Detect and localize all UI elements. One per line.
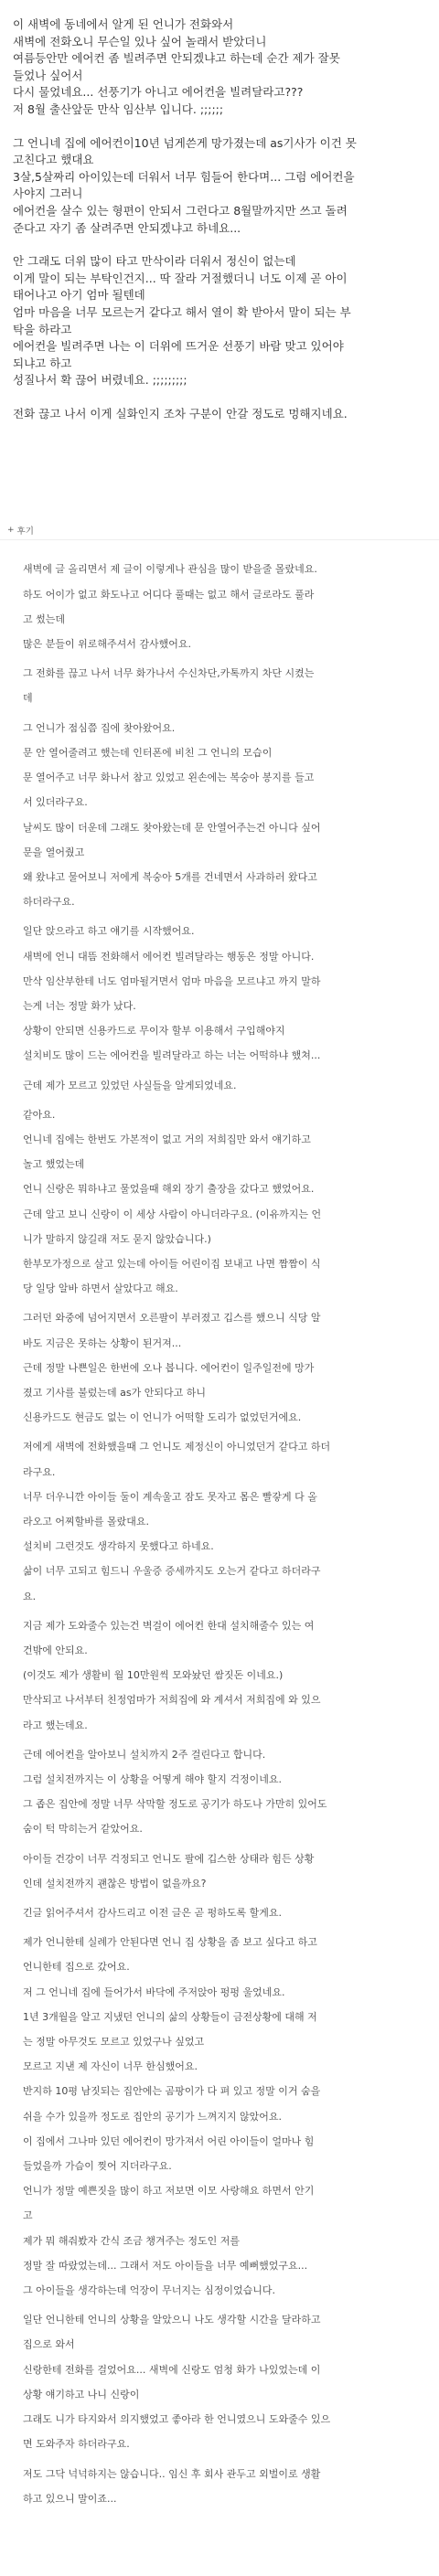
text-line: 아이들 건강이 너무 걱정되고 언니도 팔에 깁스한 상태라 힘든 상황 [23,1852,315,1865]
text-line: 새벽에 언니 대뜸 전화해서 에어컨 빌려달라는 행동은 정말 아니다. [23,950,315,963]
text-line: 데 [23,692,33,705]
text-line: 문 안 열어줄려고 했는데 인터폰에 비친 그 언니의 모습이 [23,746,273,759]
bullet-icon: + [7,526,15,536]
text-line: 3살,5살짜리 아이있는데 더워서 너무 힘들어 한다며... 그럼 에어컨을 [13,169,355,184]
text-line: 이 집에서 그나마 있던 에어컨이 망가져서 어린 아이들이 얼마나 힘 [23,2134,315,2147]
paragraph [13,135,426,238]
text-line: 근데 정말 나쁜일은 한번에 오나 봅니다. 에어컨이 일주일전에 망가 [23,1361,315,1374]
text-line: 근데 제가 모르고 있었던 사실들을 알게되었네요. [23,1079,237,1091]
text-line: 긴글 읽어주셔서 감사드리고 이전 글은 곧 펑하도록 할게요. [23,1907,282,1920]
paragraph [23,924,426,1063]
original-post [0,0,439,422]
text-line: 놀고 했었는데 [23,1158,85,1171]
paragraph [23,562,426,652]
text-line: 바도 지금은 못하는 상황이 된거져... [23,1336,182,1349]
paragraph [13,253,426,389]
text-line: 고 썼는데 [23,612,66,625]
text-line: 그래도 니가 타지와서 의지했었고 좋아라 한 언니였으니 도와줄수 있으 [23,2413,331,2426]
text-line: 여름등안만 에어컨 좀 빌려주면 안되겠냐고 하는데 순간 제가 잘못 [13,51,340,66]
text-line: 면 도와주자 하더라구요. [23,2438,130,2451]
text-line: 1년 3개월을 알고 지냈던 언니의 삶의 상황들이 금전상황에 대해 저 [23,2010,317,2023]
paragraph [23,1440,426,1603]
post-divider-space [0,422,439,521]
update-label: 후기 [16,527,34,538]
update-header [0,521,439,540]
paragraph [23,1748,426,1837]
text-line: 지금 제가 도와줄수 있는건 벽걸이 에어컨 한대 설치해줄수 있는 여 [23,1619,315,1632]
paragraph [23,666,426,706]
paragraph [13,16,426,119]
text-line: 제가 뭐 해줘봤자 간식 조금 챙겨주는 정도인 저를 [23,2234,240,2247]
text-line: 저 8월 출산앞둔 만삭 임산부 입니다. ;;;;;; [13,101,224,116]
text-line: 준다고 자기 좀 살려주면 안되겠냐고 하네요... [13,220,241,235]
text-line: 고 [23,2209,33,2222]
text-line: 졌고 기사를 불렀는데 as가 안되다고 하니 [23,1386,206,1399]
text-line: 한부모가정으로 살고 있는데 아이들 어린이집 보내고 나면 짬짬이 식 [23,1257,321,1270]
text-line: 언니 신랑은 뭐하냐고 물었을때 해외 장기 출장을 갔다고 했었어요. [23,1183,315,1196]
text-line: 그 언니네 집에 에어컨이10년 넘게쓴게 망가졌는데 as기사가 이건 못 [13,135,357,150]
text-line: 만삭 임산부한테 너도 엄마될거면서 엄마 마음을 모르냐고 까지 말하 [23,974,321,987]
text-line: 제가 언니한테 실례가 안된다면 언니 집 상황을 좀 보고 싶다고 하고 [23,1936,317,1949]
text-line: 숨이 턱 막히는거 같았어요. [23,1823,143,1836]
text-line: 만삭되고 나서부터 친정엄마가 저희집에 와 계셔서 저희집에 와 있으 [23,1694,321,1707]
paragraph [23,2313,426,2452]
update-post [0,562,439,2506]
text-line: 성질나서 확 끊어 버렸네요. ;;;;;;;;; [13,373,187,388]
text-line: 사야지 그러니 [13,186,83,201]
text-line: 쉬을 수가 있을까 정도로 집안의 공기가 느껴지지 않았어요. [23,2110,282,2123]
text-line: 그럼 설치전까지는 이 상황을 어떻게 해야 할지 걱정이네요. [23,1773,282,1786]
text-line: 그 좁은 집안에 정말 너무 삭막할 정도로 공기가 하도나 가만히 있어도 [23,1798,327,1811]
text-line: 상황이 안되면 신용카드로 무이자 할부 이용해서 구입해야지 [23,1025,285,1038]
text-line: 서 있더라구요. [23,796,88,809]
text-line: 문 열어주고 너무 화나서 참고 있었고 왼손에는 복숭아 봉지를 들고 [23,772,315,784]
text-line: 되냐고 하고 [13,356,72,370]
text-line: 하고 있으니 말이죠... [23,2492,117,2505]
text-line: 들었나 싶어서 [13,68,83,82]
text-line: 언니한테 집으로 갔어요. [23,1961,130,1974]
text-line: 새벽에 전화오니 무슨일 있나 싶어 놀래서 받았더니 [13,34,267,48]
text-line: 건밖에 안되요. [23,1645,88,1656]
text-line: 들었을까 가슴이 찢어 지더라구요. [23,2160,172,2173]
text-line: 안 그래도 더위 많이 타고 만삭이라 더워서 정신이 없는데 [13,254,296,269]
text-line: 태어나고 아기 엄마 될텐데 [13,288,145,303]
text-line: 설치비도 많이 드는 에어컨을 빌려달라고 하는 너는 어떡하냐 했쳐... [23,1049,321,1062]
text-line: 언니네 집에는 한번도 가본적이 없고 거의 저희집만 와서 얘기하고 [23,1133,311,1145]
text-line: 같아요. [23,1108,56,1121]
paragraph [13,406,426,423]
text-line: 근데 알고 보니 신랑이 이 세상 사람이 아니더라구요. (이유까지는 언 [23,1208,322,1220]
text-line: 일단 앉으라고 하고 얘기를 시작했어요. [23,925,195,938]
text-line: 왜 왔냐고 물어보니 저에게 복숭아 5개를 건네면서 사과하러 왔다고 [23,870,317,883]
paragraph [23,721,426,910]
text-line: 언니가 정말 예쁜짓을 많이 하고 저보면 이모 사랑해요 하면서 안기 [23,2185,315,2198]
text-line: 하더라구요. [23,896,75,909]
text-line: 신랑한테 전화를 걸었어요... 새벽에 신랑도 엄청 화가 나있었는데 이 [23,2363,321,2376]
text-line: 그 아이들을 생각하는데 억장이 무너지는 심정이었습니다. [23,2284,276,2297]
text-line: 라고 했는데요. [23,1719,88,1731]
text-line: 상황 얘기하고 나니 신랑이 [23,2388,140,2400]
text-line: 탁을 하라고 [13,322,72,336]
text-line: 고친다고 했대요 [13,153,94,167]
text-line: 모르고 지낸 제 자신이 너무 한심했어요. [23,2060,198,2073]
text-line: 그 언니가 점심쯤 집에 찾아왔어요. [23,721,176,734]
text-line: 반지하 10평 남짓되는 집안에는 곰팡이가 다 펴 있고 정말 이거 숨을 [23,2085,321,2098]
text-line: 하도 어이가 없고 화도나고 어디다 풀때는 없고 해서 글로라도 풀라 [23,588,315,601]
text-line: 인데 설치전까지 괜찮은 방법이 없을까요? [23,1877,207,1889]
text-line: 당 일당 알바 하면서 살았다고 해요. [23,1283,178,1295]
paragraph [23,1935,426,2298]
text-line: 새벽에 글 올리면서 제 글이 이렇게나 관심을 많이 받을줄 몰랐네요. [23,563,317,576]
paragraph [23,1108,426,1297]
text-line: 그 전화를 끊고 나서 너무 화가나서 수신차단,카톡까지 차단 시켰는 [23,667,315,680]
text-line: 그러던 와중에 넘어지면서 오른팔이 부러졌고 깁스를 했으니 식당 알 [23,1312,321,1325]
text-line: 저도 그닥 넉넉하지는 않습니다.. 임신 후 회사 관두고 외벌이로 생활 [23,2467,321,2480]
paragraph [23,1906,426,1921]
paragraph [23,1311,426,1425]
text-line: 근데 에어컨을 알아보니 설치까지 2주 걸린다고 합니다. [23,1748,266,1761]
text-line: 엄마 마음을 너무 모르는거 같다고 해서 열이 확 받아서 말이 되는 부 [13,304,351,319]
text-line: 다시 물었네요... 선풍기가 아니고 에어컨을 빌려달라고??? [13,85,304,100]
paragraph [23,1619,426,1733]
text-line: 니가 말하지 않길래 저도 묻지 않았습니다.) [23,1232,211,1245]
text-line: 에어컨을 빌려주면 나는 이 더위에 뜨거운 선풍기 바람 맞고 있어야 [13,339,344,354]
text-line: 신용카드도 현금도 없는 이 언니가 어떡할 도리가 없었던거에요. [23,1411,302,1424]
text-line: 날씨도 많이 더운데 그래도 찾아왔는데 문 안열어주는건 아니다 싶어 [23,821,321,834]
text-line: 정말 잘 따랐었는데... 그래서 저도 아이들을 너무 예뻐했었구요... [23,2259,308,2272]
text-line: 일단 언니한테 언니의 상황을 알았으니 나도 생각할 시간을 달라하고 [23,2314,321,2326]
paragraph [23,1852,426,1891]
text-line: 많은 분들이 위로해주셔서 감사했어요. [23,638,192,651]
text-line: 요. [23,1590,37,1602]
paragraph [23,1079,426,1093]
text-line: 저 그 언니네 집에 들어가서 바닥에 주저앉아 펑펑 울었네요. [23,1985,285,1998]
text-line: 라구요. [23,1465,56,1478]
text-line: (이것도 제가 생활비 월 10만원씩 모와놨던 쌈짓돈 이네요.) [23,1669,284,1682]
text-line: 저에게 새벽에 전화했을때 그 언니도 제정신이 아니었던거 같다고 하더 [23,1441,331,1453]
text-line: 문을 열어줬고 [23,846,85,858]
text-line: 이 새벽에 동네에서 알게 된 언니가 전화와서 [13,17,234,31]
text-line: 는 정말 아무것도 모르고 있었구나 싶었고 [23,2036,205,2049]
text-line: 너무 더우니깐 아이들 둘이 계속울고 잠도 못자고 몸은 빨갛게 다 올 [23,1490,317,1503]
text-line: 집으로 와서 [23,2338,75,2351]
text-line: 에어컨을 살수 있는 형편이 안되서 그런다고 8월말까지만 쓰고 돌려 [13,203,348,218]
text-line: 설치비 그런것도 생각하지 못했다고 하네요. [23,1540,214,1553]
paragraph [23,2467,426,2507]
text-line: 이게 말이 되는 부탁인건지... 딱 잘라 거절했더니 너도 이제 곧 아이 [13,271,348,285]
text-line: 라오고 어찌할바를 몰랐대요. [23,1515,150,1528]
text-line: 전화 끊고 나서 이게 실화인지 조차 구분이 안갈 정도로 멍해지네요. [13,406,348,420]
text-line: 는게 너는 정말 화가 났다. [23,999,136,1012]
text-line: 삶이 너무 고되고 힘드니 우울증 증세까지도 오는거 같다고 하더라구 [23,1565,321,1578]
